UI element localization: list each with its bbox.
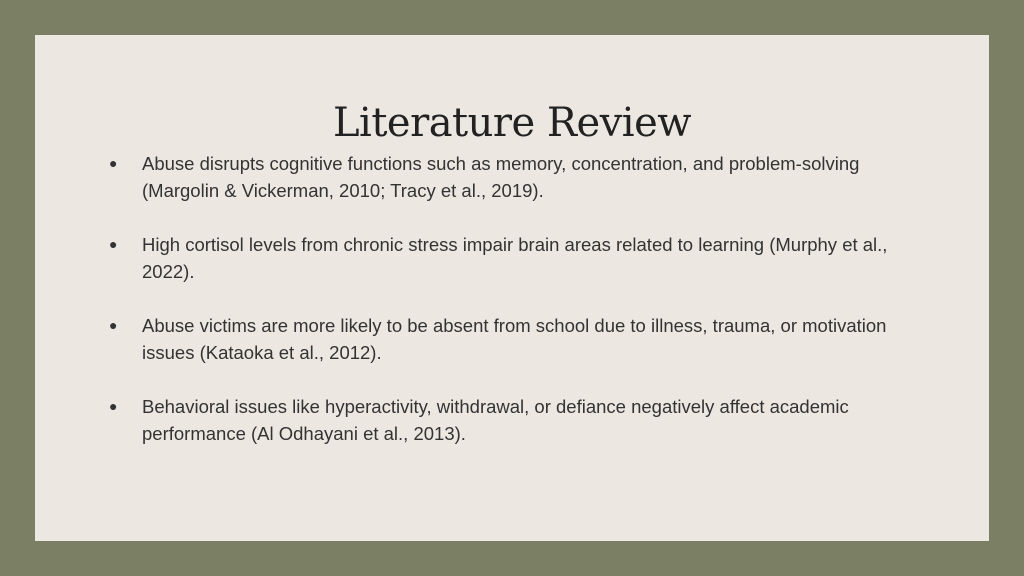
slide-title: Literature Review xyxy=(332,100,691,146)
bullet-text: Behavioral issues like hyperactivity, withdrawal, or defiance negatively affect academic performance (Al Odhayani et al., 2013). xyxy=(142,396,849,444)
bullet-marker: ● xyxy=(109,317,118,333)
slide xyxy=(35,35,989,541)
bullet-list xyxy=(107,150,907,474)
bullet-marker: ● xyxy=(109,155,118,171)
bullet-marker: ● xyxy=(109,398,118,414)
bullet-item-1 xyxy=(107,150,907,204)
bullet-text: Abuse disrupts cognitive functions such as memory, concentration, and problem-solving (Margolin & Vickerman, 2010; Tracy et al., 2019). xyxy=(142,153,860,201)
bullet-text: Abuse victims are more likely to be absent from school due to illness, trauma, or motivation issues (Kataoka et al., 2012). xyxy=(142,315,887,363)
bullet-item-4 xyxy=(107,393,907,447)
bullet-text: High cortisol levels from chronic stress impair brain areas related to learning (Murphy et al., 2022). xyxy=(142,234,888,282)
bullet-marker: ● xyxy=(109,236,118,252)
bullet-item-2 xyxy=(107,231,907,285)
bullet-item-3 xyxy=(107,312,907,366)
